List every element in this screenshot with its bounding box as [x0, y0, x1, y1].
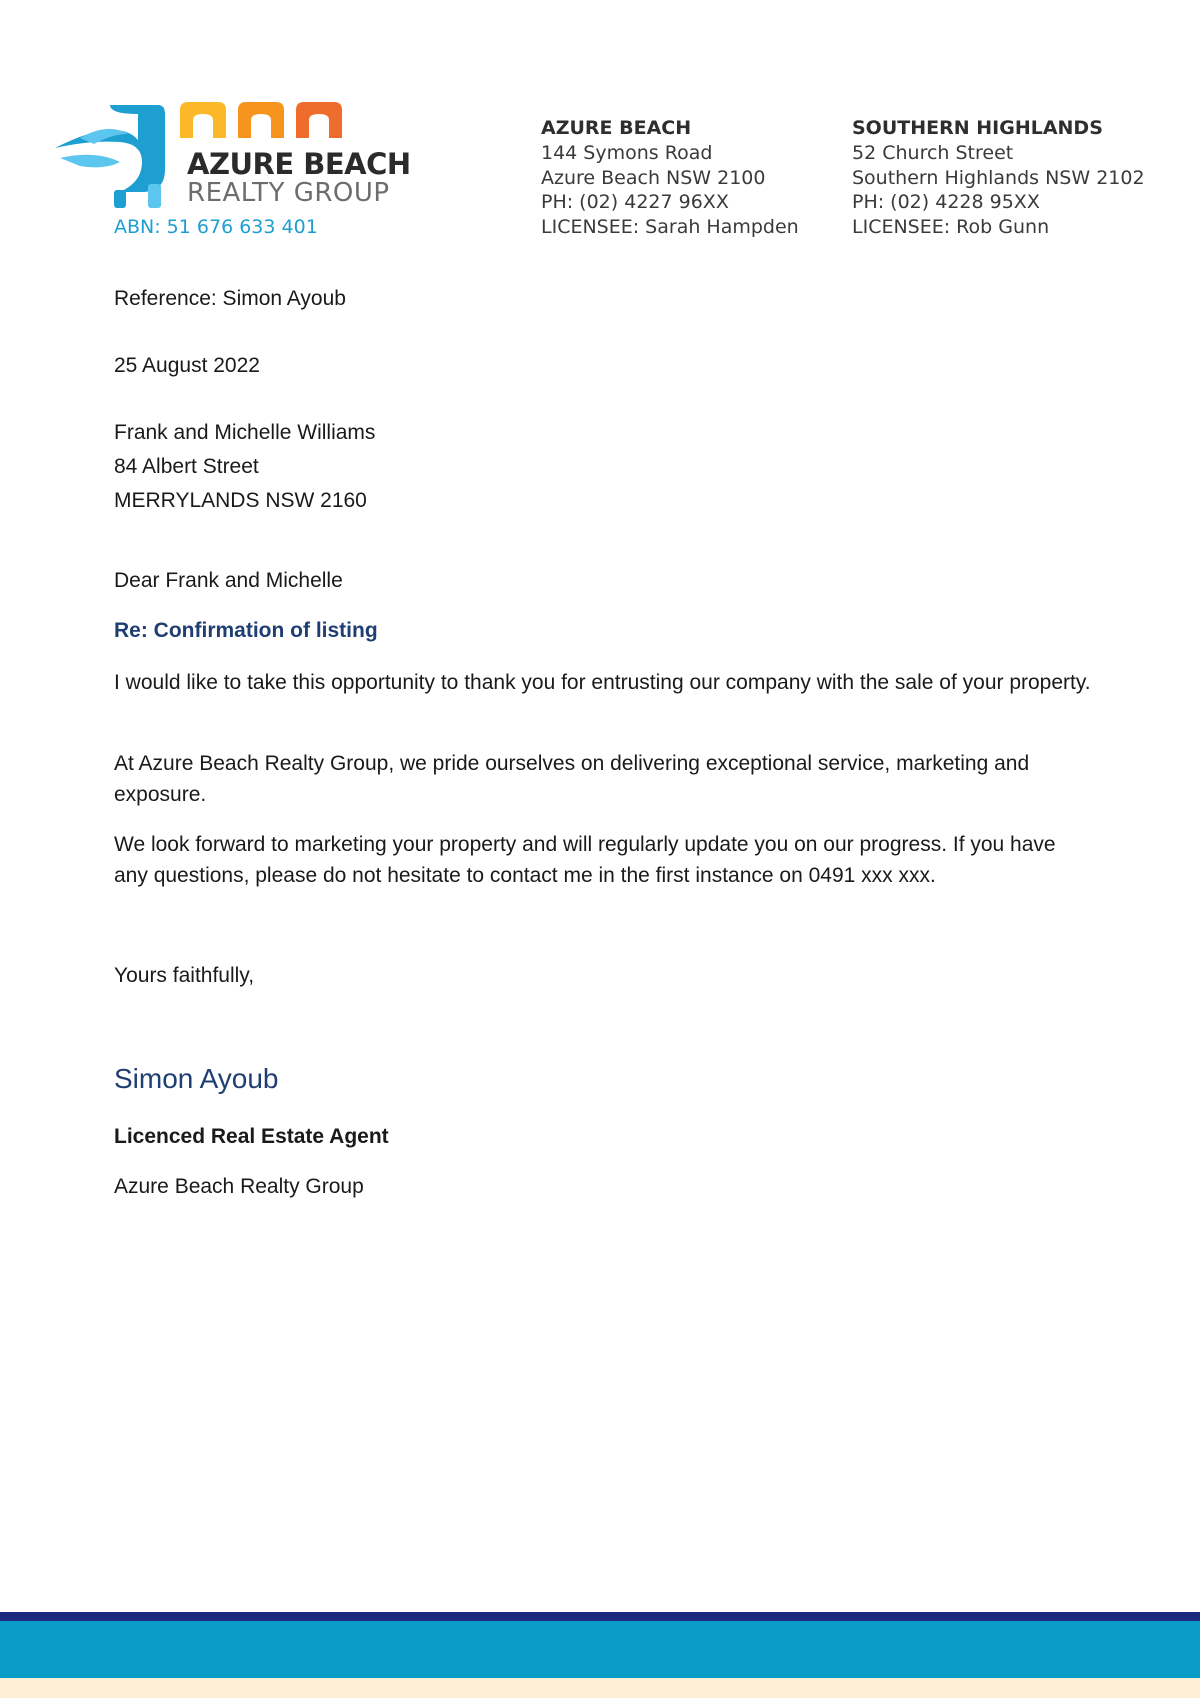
salutation: Dear Frank and Michelle: [114, 569, 343, 592]
office-licensee: LICENSEE: Rob Gunn: [852, 215, 1050, 238]
office-phone: PH: (02) 4227 96XX: [541, 191, 729, 213]
reference-line: Reference: Simon Ayoub: [114, 287, 346, 310]
footer-navy-stripe: [0, 1612, 1200, 1621]
recipient-name: Frank and Michelle Williams: [114, 421, 376, 444]
letter-date: 25 August 2022: [114, 354, 260, 377]
office-name: SOUTHERN HIGHLANDS: [852, 117, 1103, 139]
office-southern-highlands: [852, 116, 1145, 239]
abn-number: ABN: 51 676 633 401: [114, 216, 318, 238]
footer-blue-band: [0, 1621, 1200, 1678]
closing-line: Yours faithfully,: [114, 964, 255, 987]
office-address-1: 144 Symons Road: [541, 142, 713, 164]
body-paragraph: I would like to take this opportunity to thank you for entrusting our company with the sale of your property.: [114, 671, 1091, 694]
signature-company: Azure Beach Realty Group: [114, 1175, 364, 1198]
body-paragraph: At Azure Beach Realty Group, we pride ourselves on delivering exceptional service, marketing and exposure.: [114, 752, 1030, 806]
signature-name: Simon Ayoub: [114, 1063, 279, 1094]
body-paragraph: We look forward to marketing your property and will regularly update you on our progress. If you have any questions, please do not hesitate to contact me in the first instance on 0491 xxx xxx.: [114, 833, 1056, 887]
logo-line-2: REALTY GROUP: [187, 178, 390, 208]
recipient-street: 84 Albert Street: [114, 455, 259, 478]
subject-line: Re: Confirmation of listing: [114, 619, 378, 642]
footer-cream-band: [0, 1678, 1200, 1698]
office-address-1: 52 Church Street: [852, 142, 1014, 164]
logo-line-1: AZURE BEACH: [187, 147, 411, 181]
office-phone: PH: (02) 4228 95XX: [852, 191, 1040, 213]
recipient-city: MERRYLANDS NSW 2160: [114, 489, 367, 512]
office-address-2: Southern Highlands NSW 2102: [852, 166, 1145, 189]
office-address-2: Azure Beach NSW 2100: [541, 166, 766, 189]
signature-title: Licenced Real Estate Agent: [114, 1125, 389, 1148]
office-name: AZURE BEACH: [541, 117, 692, 139]
office-azure-beach: [541, 116, 799, 239]
office-licensee: LICENSEE: Sarah Hampden: [541, 215, 799, 238]
